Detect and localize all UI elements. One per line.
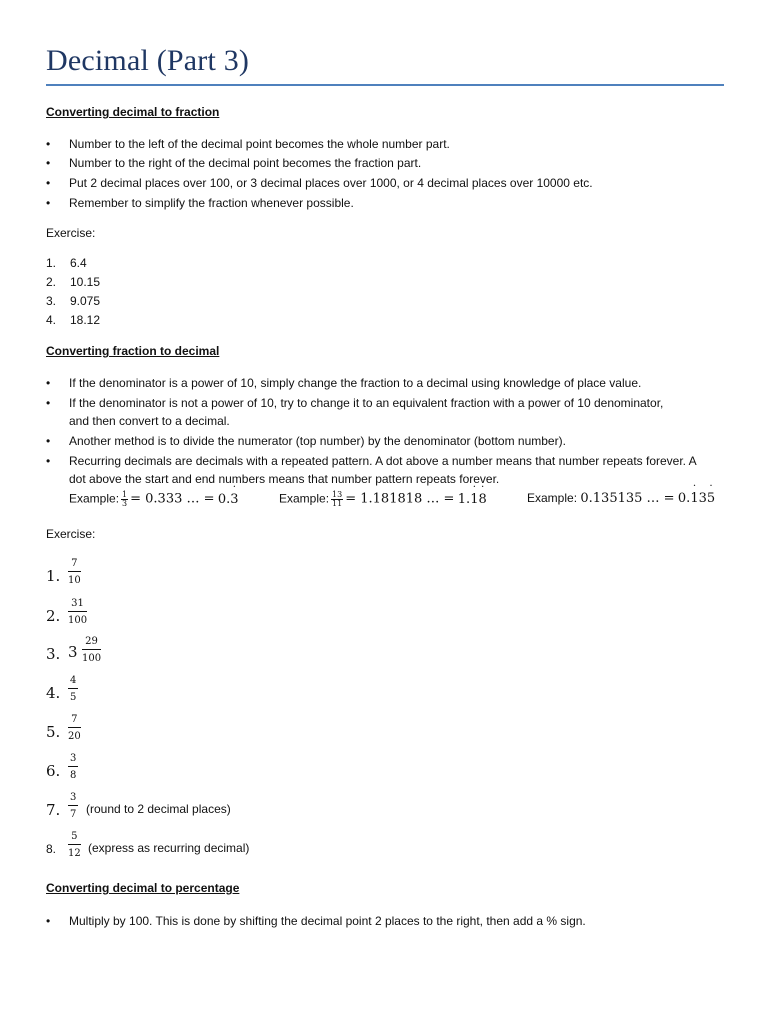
bullet-icon: •: [46, 196, 51, 210]
section-heading-fraction-to-decimal: Converting fraction to decimal: [46, 344, 220, 358]
bullet-icon: •: [46, 914, 51, 928]
fraction: $\frac{5}{12}$: [68, 831, 81, 859]
exercise-label: Exercise:: [46, 527, 96, 541]
fraction: $\frac{3}{7}$: [70, 792, 77, 820]
fraction: $\frac{7}{10}$: [68, 558, 81, 586]
title-divider: [46, 84, 724, 86]
example-thirteen-elevenths: Example: $\frac{13}{11}$ = 1.181818 … = 1.1 ˙8 ˙: [279, 491, 487, 508]
fraction: $\frac{29}{100}$: [82, 636, 102, 664]
bullet-icon: •: [46, 176, 51, 190]
bullet-icon: •: [46, 454, 51, 468]
bullet-icon: •: [46, 434, 51, 448]
fraction: $\frac{13}{11}$: [332, 490, 343, 508]
fraction: $\frac{3}{8}$: [70, 753, 77, 781]
bullet-icon: •: [46, 376, 51, 390]
bullet-icon: •: [46, 396, 51, 410]
exercise-label: Exercise:: [46, 226, 96, 240]
fraction: $\frac{1}{3}$: [122, 490, 128, 508]
section-heading-decimal-to-fraction: Converting decimal to fraction: [46, 105, 220, 119]
section-heading-decimal-to-percentage: Converting decimal to percentage: [46, 881, 240, 895]
fraction: $\frac{31}{100}$: [68, 598, 88, 626]
recurring-examples: [69, 491, 729, 511]
example-repeating-135: Example: 0.135135 … = 0.1 ˙35 ˙: [527, 491, 715, 506]
bullet-icon: •: [46, 137, 51, 151]
bullet-icon: •: [46, 156, 51, 170]
example-one-third: Example: $\frac{1}{3}$ = 0.333 … = 0.3 ˙: [69, 491, 239, 508]
page-title: Decimal (Part 3): [46, 44, 250, 77]
fraction: $\frac{4}{5}$: [70, 675, 77, 703]
fraction: $\frac{7}{20}$: [68, 714, 81, 742]
